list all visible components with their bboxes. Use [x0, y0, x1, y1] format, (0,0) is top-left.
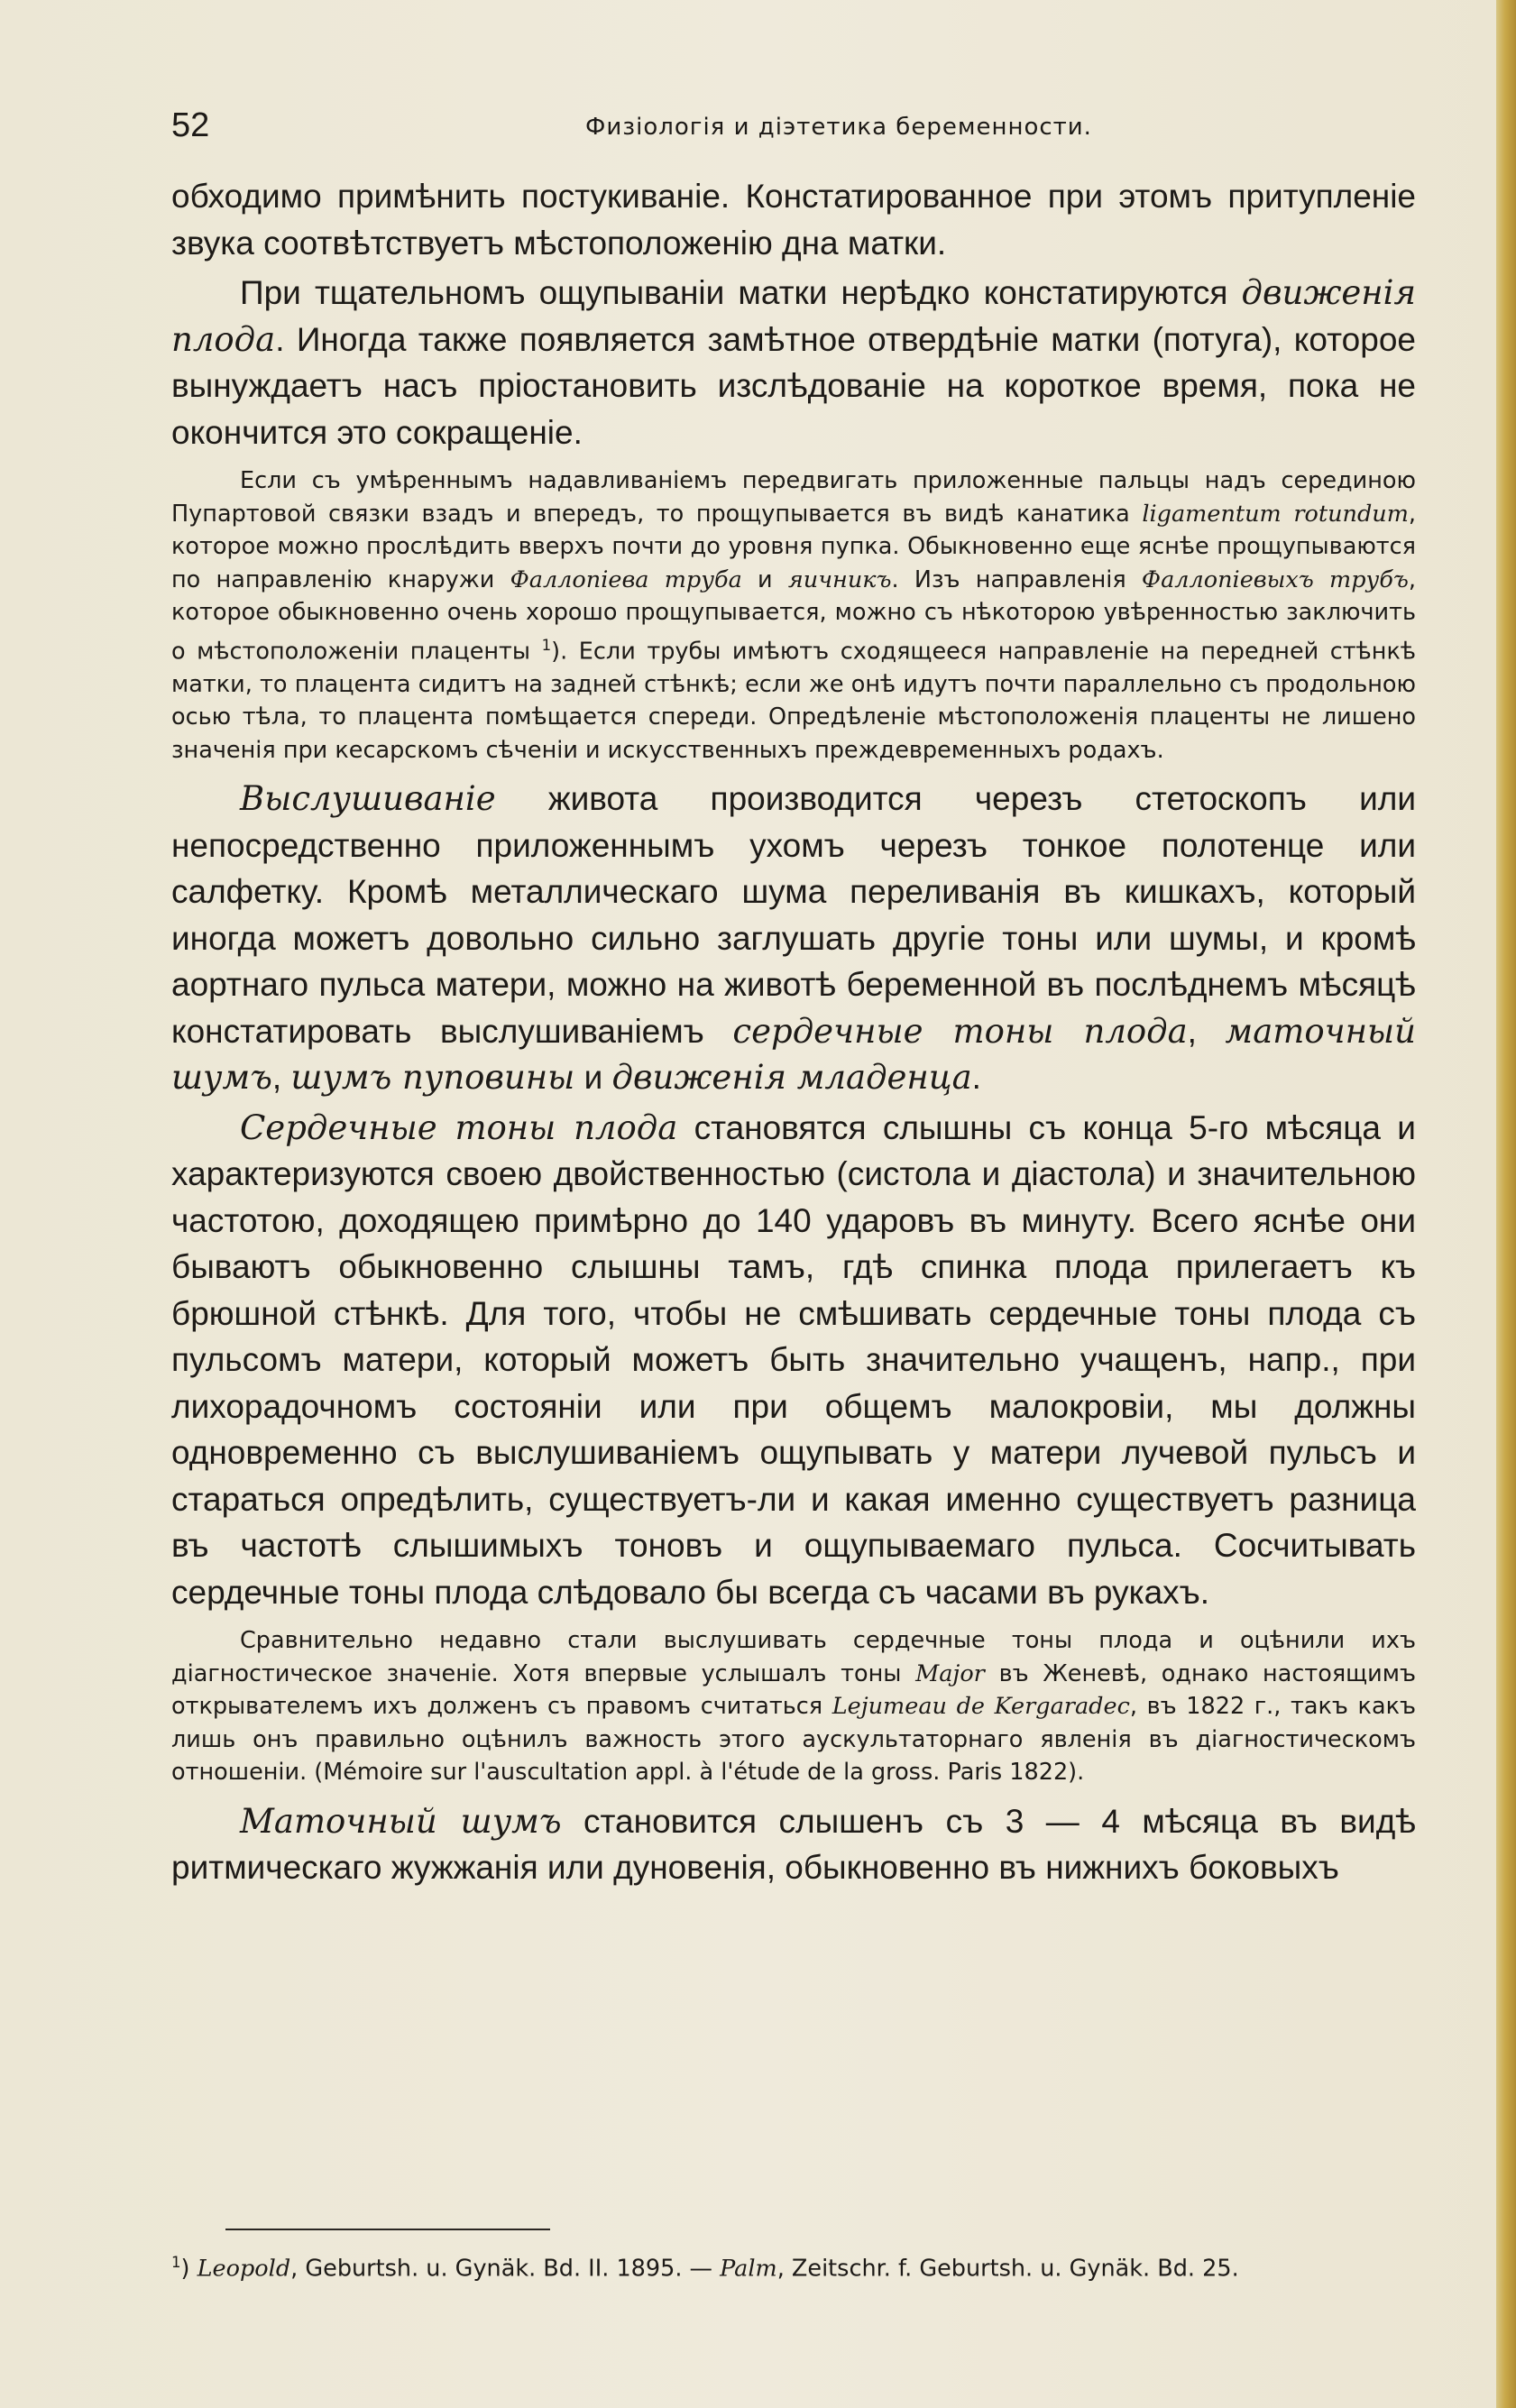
text-run: въ Женевѣ, однако настоящимъ открывателемъ ихъ долженъ съ правомъ считаться — [171, 1659, 1416, 1720]
italic-term: Маточный шумъ — [240, 1801, 562, 1841]
text-run: живота производится черезъ стетоскопъ или непосредственно приложеннымъ ухомъ черезъ тонкое полотенце или салфетку. Кромѣ металлическаго шума переливанія въ кишкахъ, который иногда можетъ довольно сильно заглушать другіе тоны или шумы, и кромѣ аортнаго пульса матери, можно на животѣ беременной въ послѣднемъ мѣсяцѣ констатировать выслушиваніемъ — [171, 780, 1416, 1050]
page-body — [171, 173, 1416, 1891]
italic-term: Сердечные тоны плода — [240, 1107, 678, 1147]
text-run: и — [741, 565, 788, 593]
italic-term: движенія младенца — [611, 1058, 972, 1097]
text-run: . Иногда также появляется замѣтное отвердѣніе матки (потуга), которое вынуждаетъ насъ пріостановить изслѣдованіе на короткое время, пока не окончится это сокращеніе. — [171, 320, 1416, 451]
italic-term: Фаллопіева труба — [510, 565, 742, 593]
italic-term: Major — [915, 1659, 985, 1687]
footnote-marker: 1 — [541, 636, 552, 654]
italic-term: Lejumeau de Kergaradec — [832, 1693, 1130, 1720]
text-run: , въ 1822 г., такъ какъ лишь онъ правильно оцѣнилъ важность этого аускультаторнаго явленія въ діагностическомъ отношеніи. (Mémoire sur l'auscultation appl. à l'étude de la gross. Paris 1822). — [171, 1693, 1416, 1786]
paragraph-p3 — [171, 464, 1416, 767]
italic-term: маточный шумъ — [171, 1011, 1416, 1097]
text-run: , Geburtsh. u. Gynäk. Bd. II. 1895. — — [290, 2255, 721, 2283]
text-run: , которое обыкновенно очень хорошо прощупывается, можно съ нѣкоторою увѣренностью заключить о мѣстоположеніи плаценты — [171, 565, 1416, 665]
text-run: Сравнительно недавно стали выслушивать сердечные тоны плода и оцѣнили ихъ діагностическое значеніе. Хотя впервые услышалъ тоны — [171, 1627, 1416, 1687]
paragraph-p4 — [171, 776, 1416, 1101]
text-run: становятся слышны съ конца 5-го мѣсяца и характеризуются своею двойственностью (систола и діастола) и значительною частотою, доходящею примѣрно до 140 ударовъ въ минуту. Всего яснѣе они бываютъ обыкновенно слышны тамъ, гдѣ спинка плода прилегаетъ къ брюшной стѣнкѣ. Для того, чтобы не смѣшивать сердечные тоны плода съ пульсомъ матери, который можетъ быть значительно учащенъ, напр., при лихорадочномъ состояніи или при общемъ малокровіи, мы должны одновременно съ выслушиваніемъ ощупывать у матери лучевой пульсъ и стараться опредѣлить, существуетъ-ли и какая именно существуетъ разница въ частотѣ слышимыхъ тоновъ и ощупываемаго пульса. Сосчитывать сердечные тоны плода слѣдовало бы всегда съ часами въ рукахъ. — [171, 1108, 1416, 1611]
paragraph-p2 — [171, 270, 1416, 455]
text-run: становится слышенъ съ 3 — 4 мѣсяца въ видѣ ритмическаго жужжанія или дуновенія, обыкновенно въ нижнихъ боковыхъ — [171, 1802, 1416, 1886]
text-run: ) — [180, 2255, 198, 2283]
page-edge — [1496, 0, 1516, 2408]
italic-term: Фаллопіевыхъ трубъ — [1141, 565, 1409, 593]
text-run: обходимо примѣнить постукиваніе. Констатированное при этомъ притупленіе звука соотвѣтствуетъ мѣстоположенію дна матки. — [171, 178, 1416, 262]
text-run: , — [1187, 1012, 1226, 1050]
italic-term: Leopold — [197, 2255, 291, 2283]
text-run: ). Если трубы имѣютъ сходящееся направленіе на передней стѣнкѣ матки, то плацента сидитъ на задней стѣнкѣ; если же онѣ идутъ почти параллельно съ продольною осью тѣла, то плацента помѣщается спереди. Опредѣленіе мѣстоположенія плаценты не лишено значенія при кесарскомъ сѣченіи и искусственныхъ преждевременныхъ родахъ. — [171, 638, 1416, 764]
text-run: , Zeitschr. f. Geburtsh. u. Gynäk. Bd. 25. — [776, 2255, 1239, 2283]
italic-term: ligamentum rotundum — [1142, 500, 1409, 528]
text-run: . Изъ направленія — [891, 565, 1142, 593]
paragraph-p6 — [171, 1624, 1416, 1789]
footnote-rule — [225, 2229, 550, 2230]
italic-term: сердечные тоны плода — [732, 1011, 1188, 1051]
text-run: , — [271, 1059, 291, 1096]
text-run: и — [574, 1059, 612, 1096]
text-run: При тщательномъ ощупываніи матки нерѣдко констатируются — [240, 274, 1242, 311]
text-run: . — [971, 1059, 981, 1096]
italic-term: яичникъ — [787, 565, 892, 593]
text-run: , которое можно прослѣдить вверхъ почти до уровня пупка. Обыкновенно еще яснѣе прощупываются по направленію кнаружи — [171, 500, 1416, 593]
paragraph-p5 — [171, 1105, 1416, 1616]
italic-term: движенія плода — [171, 273, 1416, 359]
text-run: Если съ умѣреннымъ надавливаніемъ передвигать приложенные пальцы надъ серединою Пупартовой связки взадъ и впередъ, то прощупывается въ видѣ канатика — [171, 467, 1416, 528]
footnote — [171, 2246, 1416, 2286]
italic-term: Palm — [720, 2255, 777, 2283]
paragraph-p7 — [171, 1798, 1416, 1891]
paragraph-p1 — [171, 173, 1416, 266]
running-title: Физіологія и діэтетика беременности. — [585, 114, 1092, 141]
footnote-marker: 1 — [171, 2254, 181, 2271]
page-header — [171, 106, 1416, 152]
italic-term: шумъ пуповины — [290, 1058, 575, 1097]
italic-term: Выслушиваніе — [240, 779, 496, 818]
page-number: 52 — [171, 106, 210, 144]
